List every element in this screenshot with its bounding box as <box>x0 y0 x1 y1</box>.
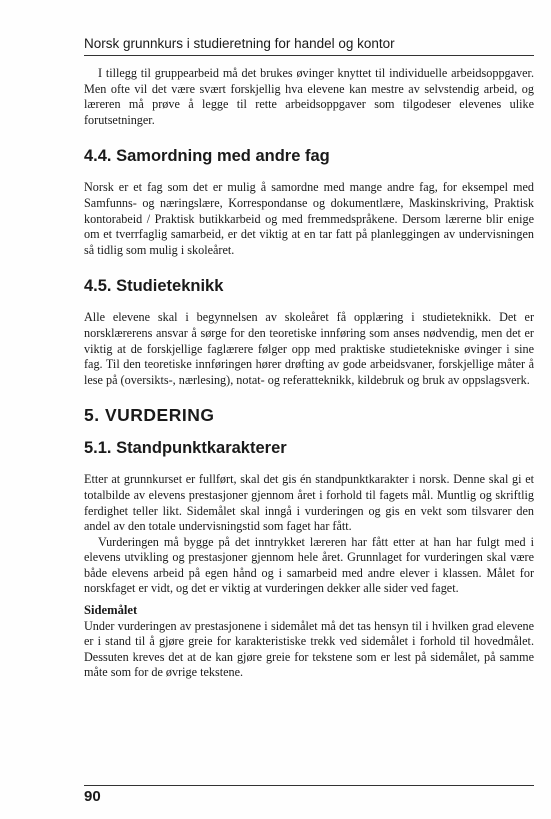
paragraph-4-5: Alle elevene skal i begynnelsen av skoleåret få opplæring i studieteknikk. Det er norsklærerens ansvar å sørge for den teoretiske innføring som anses nødvendig, men det er viktig at de forskjellige faglærere følger opp med praktiske studietekniske øvinger i sine fag. Til den teoretiske innføringen hører drøfting av gode arbeidsvaner, forskjellige måter å lese på (oversikts-, nærlesing), notat- og referatteknikk, kildebruk og bruk av oppslagsverk. <box>84 310 534 387</box>
chapter-heading-5: 5. VURDERING <box>84 405 215 426</box>
section-heading-4-4: 4.4. Samordning med andre fag <box>84 147 330 166</box>
footer-rule <box>84 785 534 786</box>
section-heading-5-1: 5.1. Standpunktkarakterer <box>84 439 287 458</box>
subheading-sidemal: Sidemålet <box>84 603 138 618</box>
paragraph-5-1-a: Etter at grunnkurset er fullført, skal det gis én standpunktkarakter i norsk. Denne skal gi et totalbilde av elevens prestasjoner gjennom året i forhold til fagets mål. Muntlig og skriftlig ferdighet teller likt. Sidemålet skal inngå i vurderingen og gis en vekt som tilsvarer den andel av den totale undervisningstid som faget har fått. <box>84 472 534 534</box>
intro-paragraph: I tillegg til gruppearbeid må det brukes øvinger knyttet til individuelle arbeidsoppgaver. Men ofte vil det være svært forskjellig hva elevene kan mestre av selvstendig arbeid, og læreren må prøve å legge til rette arbeidsoppgaver som tilgodeser elevenes ulike forutsetninger. <box>84 66 534 127</box>
paragraph-5-1-b: Vurderingen må bygge på det inntrykket læreren har fått etter at han har fulgt med i elevens utvikling og prestasjoner gjennom hele året. Grunnlaget for vurderingen skal være både elevens arbeid på egen hånd og i samarbeid med andre elever i klassen. Målet for norskfaget er vidt, og det er viktig at vurderingen dekker alle sider ved faget. <box>84 534 534 596</box>
section-heading-4-5: 4.5. Studieteknikk <box>84 277 224 296</box>
page-number: 90 <box>84 788 101 805</box>
paragraph-4-4: Norsk er et fag som det er mulig å samordne med mange andre fag, for eksempel med Samfunns- og næringslære, Korrespondanse og dokumentlære, Maskinskriving, Praktisk kontorabeid / Praktisk butikkarbeid og med fremmedspråkene. Dersom lærerne blir enige om et tverrfaglig samarbeid, er det viktig at en tar fatt på planleggingen av undervisningen så tidlig som mulig i skoleåret. <box>84 180 534 257</box>
running-header: Norsk grunnkurs i studieretning for handel og kontor <box>84 36 534 56</box>
paragraph-sidemal: Under vurderingen av prestasjonene i sidemålet må det tas hensyn til i hvilken grad elevene er i stand til å gjøre greie for karakteristiske trekk ved sidemålet i forhold til hovedmålet. Dessuten kreves det at de kan gjøre greie for tekstene som er lest på sidemålet, på samme måte som for de øvrige tekstene. <box>84 618 534 680</box>
page-content <box>84 66 534 681</box>
